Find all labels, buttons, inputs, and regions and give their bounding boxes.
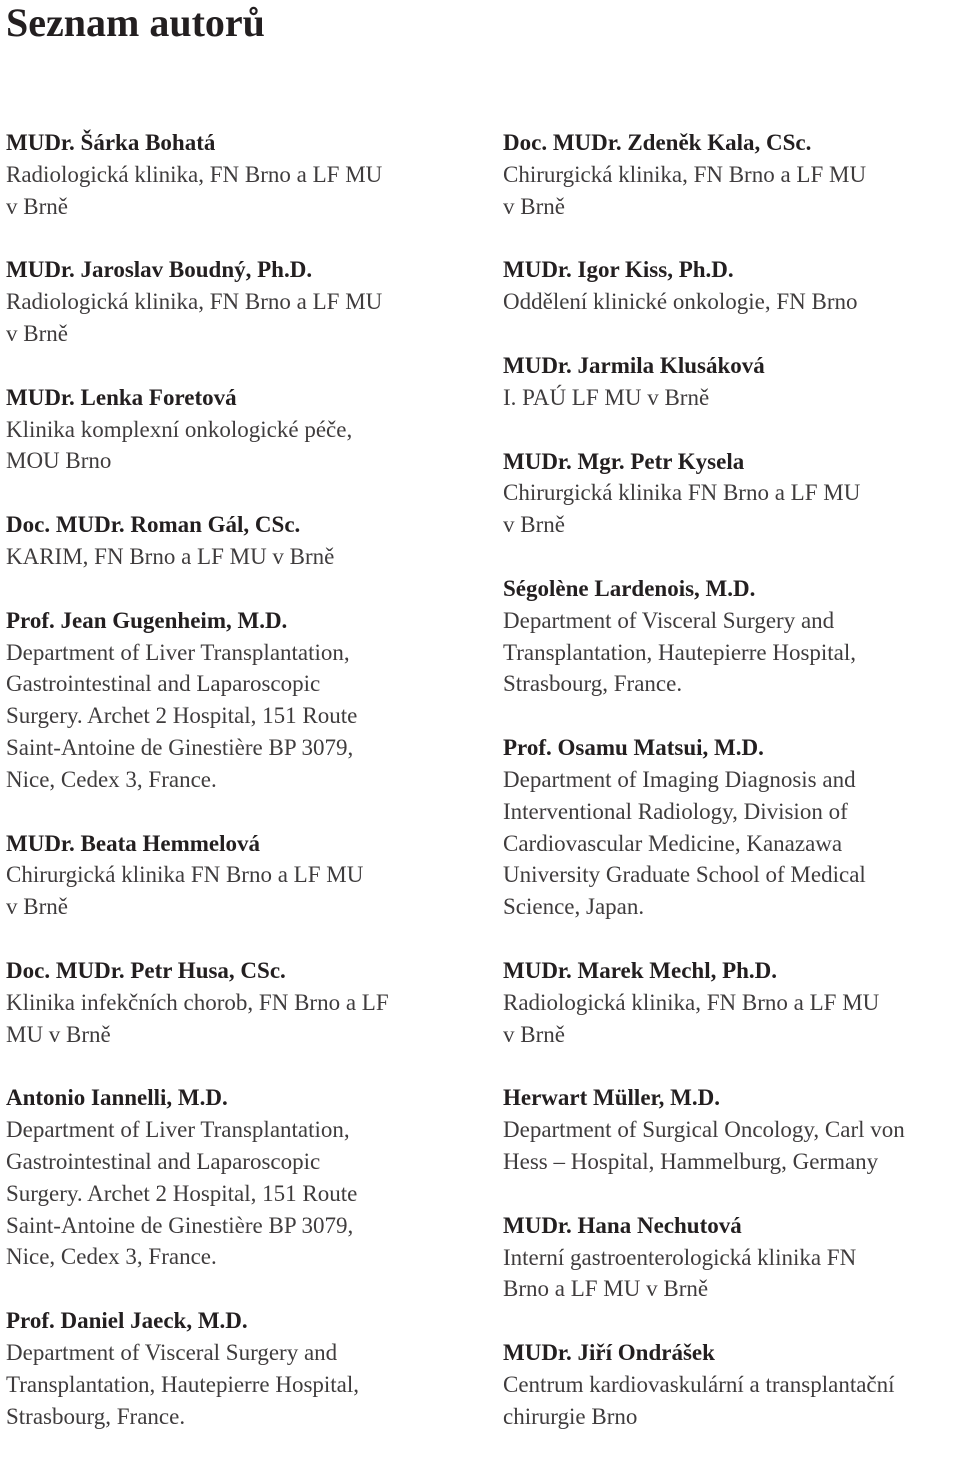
author-list-right [503,127,960,1465]
author-entry [503,127,960,222]
author-name: MUDr. Jiří Ondrášek [503,1340,715,1366]
author-name: MUDr. Igor Kiss, Ph.D. [503,257,734,283]
author-affiliation: Department of Imaging Diagnosis and Interventional Radiology, Division of Cardiovascular Medicine, Kanazawa University Graduate School of Medical Science, Japan. [503,766,866,920]
author-entry [503,254,960,318]
author-affiliation: Chirurgická klinika FN Brno a LF MU v Brně [6,862,364,920]
author-entry [6,955,476,1050]
author-entry [6,828,476,923]
author-name: MUDr. Mgr. Petr Kysela [503,448,745,474]
author-list-left [6,127,476,1464]
author-affiliation: Interní gastroenterologická klinika FN Brno a LF MU v Brně [503,1244,857,1302]
author-affiliation: Chirurgická klinika FN Brno a LF MU v Brně [503,480,861,538]
author-affiliation: Radiologická klinika, FN Brno a LF MU v Brně [503,989,880,1047]
author-name: Prof. Osamu Matsui, M.D. [503,735,764,761]
author-entry [503,1082,960,1177]
author-entry [6,509,476,573]
page-title: Seznam autorů [6,0,265,45]
author-entry [6,127,476,222]
author-entry [503,732,960,923]
author-affiliation: Radiologická klinika, FN Brno a LF MU v Brně [6,289,383,346]
author-affiliation: Chirurgická klinika, FN Brno a LF MU v Brně [503,161,867,219]
author-affiliation: Department of Visceral Surgery and Transplantation, Hautepierre Hospital, Strasbourg, France. [6,1339,360,1429]
author-affiliation: Department of Liver Transplantation, Gastrointestinal and Laparoscopic Surgery. Archet 2 Hospital, 151 Route Saint-Antoine de Ginestière BP 3079, Nice, Cedex 3, France. [6,1117,358,1270]
author-affiliation: Klinika komplexní onkologické péče, MOU Brno [6,416,353,474]
author-entry [6,1305,476,1432]
author-name: MUDr. Beata Hemmelová [6,830,260,856]
author-name: MUDr. Jarmila Klusáková [503,352,765,378]
author-name: Prof. Daniel Jaeck, M.D. [6,1308,248,1334]
author-name: Doc. MUDr. Zdeněk Kala, CSc. [503,130,812,155]
author-affiliation: Department of Surgical Oncology, Carl von Hess – Hospital, Hammelburg, Germany [503,1117,905,1174]
author-affiliation: Oddělení klinické onkologie, FN Brno [503,289,858,315]
author-name: MUDr. Lenka Foretová [6,384,237,410]
author-name: Antonio Iannelli, M.D. [6,1085,228,1111]
author-affiliation: I. PAÚ LF MU v Brně [503,384,710,410]
author-name: Doc. MUDr. Petr Husa, CSc. [6,957,286,983]
author-affiliation: Radiologická klinika, FN Brno a LF MU v Brně [6,161,383,219]
author-name: Prof. Jean Gugenheim, M.D. [6,607,288,633]
author-name: Herwart Müller, M.D. [503,1085,720,1111]
author-name: MUDr. Jaroslav Boudný, Ph.D. [6,257,313,283]
author-affiliation: Department of Liver Transplantation, Gastrointestinal and Laparoscopic Surgery. Archet 2 Hospital, 151 Route Saint-Antoine de Ginestière BP 3079, Nice, Cedex 3, France. [6,639,358,792]
author-name: MUDr. Hana Nechutová [503,1212,742,1238]
author-name: MUDr. Marek Mechl, Ph.D. [503,957,778,983]
author-name: Ségolène Lardenois, M.D. [503,575,756,601]
author-entry [6,605,476,796]
author-entry [503,350,960,414]
author-entry [6,382,476,477]
author-affiliation: KARIM, FN Brno a LF MU v Brně [6,543,335,569]
author-name: Doc. MUDr. Roman Gál, CSc. [6,512,301,538]
author-affiliation: Klinika infekčních chorob, FN Brno a LF MU v Brně [6,989,389,1047]
author-entry [503,955,960,1050]
author-entry [503,446,960,541]
author-entry [503,1210,960,1305]
author-entry [503,573,960,700]
author-entry [6,1082,476,1273]
author-name: MUDr. Šárka Bohatá [6,130,216,155]
author-affiliation: Centrum kardiovaskulární a transplantační chirurgie Brno [503,1371,895,1429]
author-entry [503,1337,960,1432]
author-affiliation: Department of Visceral Surgery and Transplantation, Hautepierre Hospital, Strasbourg, France. [503,607,857,697]
author-entry [6,254,476,349]
